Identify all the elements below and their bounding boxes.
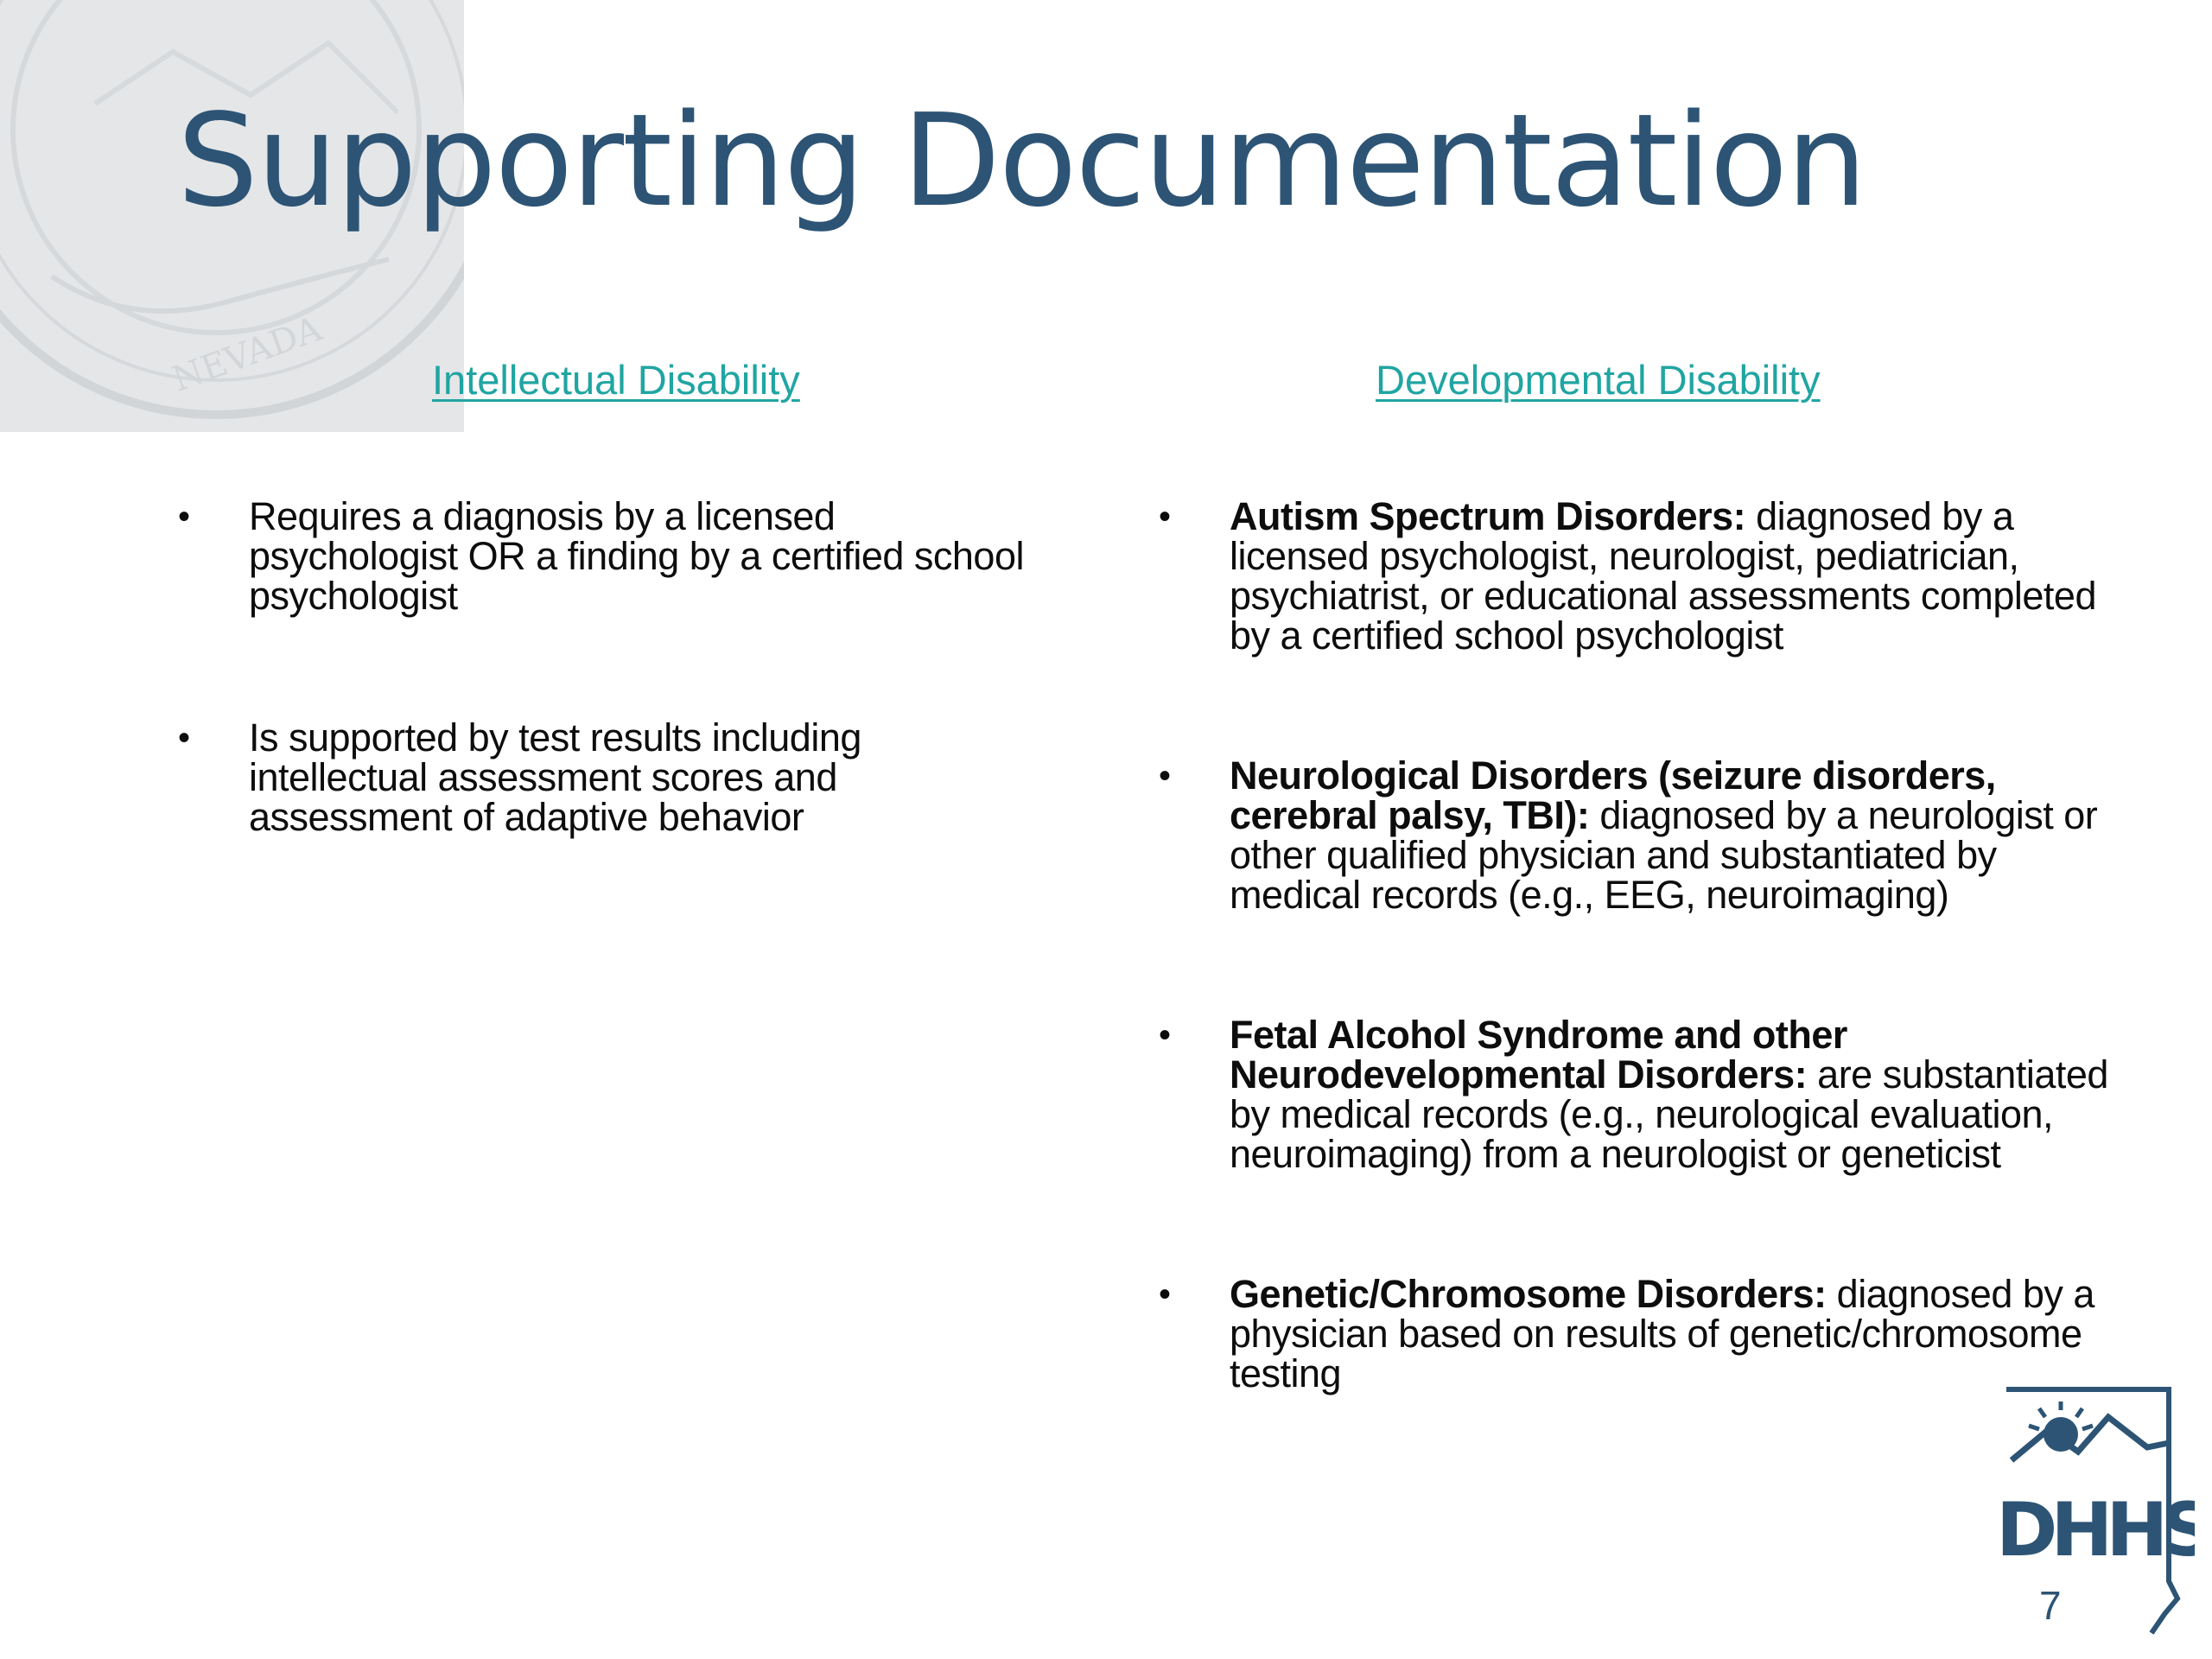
intellectual-disability-list	[173, 494, 1037, 939]
bullet-icon: •	[1159, 757, 1171, 795]
list-item	[1154, 1015, 2121, 1174]
bullet-icon: •	[1159, 498, 1171, 536]
bullet-text: Requires a diagnosis by a licensed psychologist OR a finding by a certified school psychologist	[249, 494, 1024, 618]
bullet-term: Genetic/Chromosome Disorders:	[1230, 1272, 1827, 1316]
bullet-icon: •	[178, 719, 190, 757]
bullet-icon: •	[1159, 1275, 1171, 1313]
bullet-text: diagnosed by a licensed psychologist, neurologist, pediatrician, psychiatrist, or educational assessments completed by a certified school psychologist	[1230, 494, 2096, 658]
list-item	[1154, 753, 2121, 917]
dhhs-logo-icon	[1996, 1382, 2195, 1642]
bullet-text: diagnosed by a physician based on results of genetic/chromosome testing	[1230, 1272, 2094, 1395]
svg-text:DHHS: DHHS	[1996, 1487, 2195, 1573]
list-item	[1154, 494, 2121, 658]
bullet-term: Fetal Alcohol Syndrome and other Neurodevelopmental Disorders:	[1230, 1013, 1847, 1096]
slide-title: Supporting Documentation	[177, 86, 1866, 235]
bullet-icon: •	[1159, 1016, 1171, 1054]
intellectual-disability-link[interactable]: Intellectual Disability	[432, 357, 800, 403]
bullet-icon: •	[178, 498, 190, 536]
svg-text:NEVADA: NEVADA	[167, 308, 327, 400]
list-item	[173, 494, 1037, 618]
bullet-text: are substantiated by medical records (e.g., neurological evaluation, neuroimaging) from a neurologist or geneticist	[1230, 1052, 2108, 1176]
bullet-text: Is supported by test results including intellectual assessment scores and assessment of adaptive behavior	[249, 715, 861, 839]
list-item	[1154, 1274, 2121, 1394]
page-number: 7	[2039, 1583, 2062, 1628]
developmental-disability-list	[1154, 494, 2121, 1494]
bullet-term: Autism Spectrum Disorders:	[1230, 494, 1746, 538]
bullet-term: Neurological Disorders (seizure disorders, cerebral palsy, TBI):	[1230, 753, 1996, 837]
bullet-text: diagnosed by a neurologist or other qualified physician and substantiated by medical records (e.g., EEG, neuroimaging)	[1230, 793, 2098, 917]
developmental-disability-link[interactable]: Developmental Disability	[1376, 357, 1821, 403]
list-item	[173, 715, 1037, 839]
